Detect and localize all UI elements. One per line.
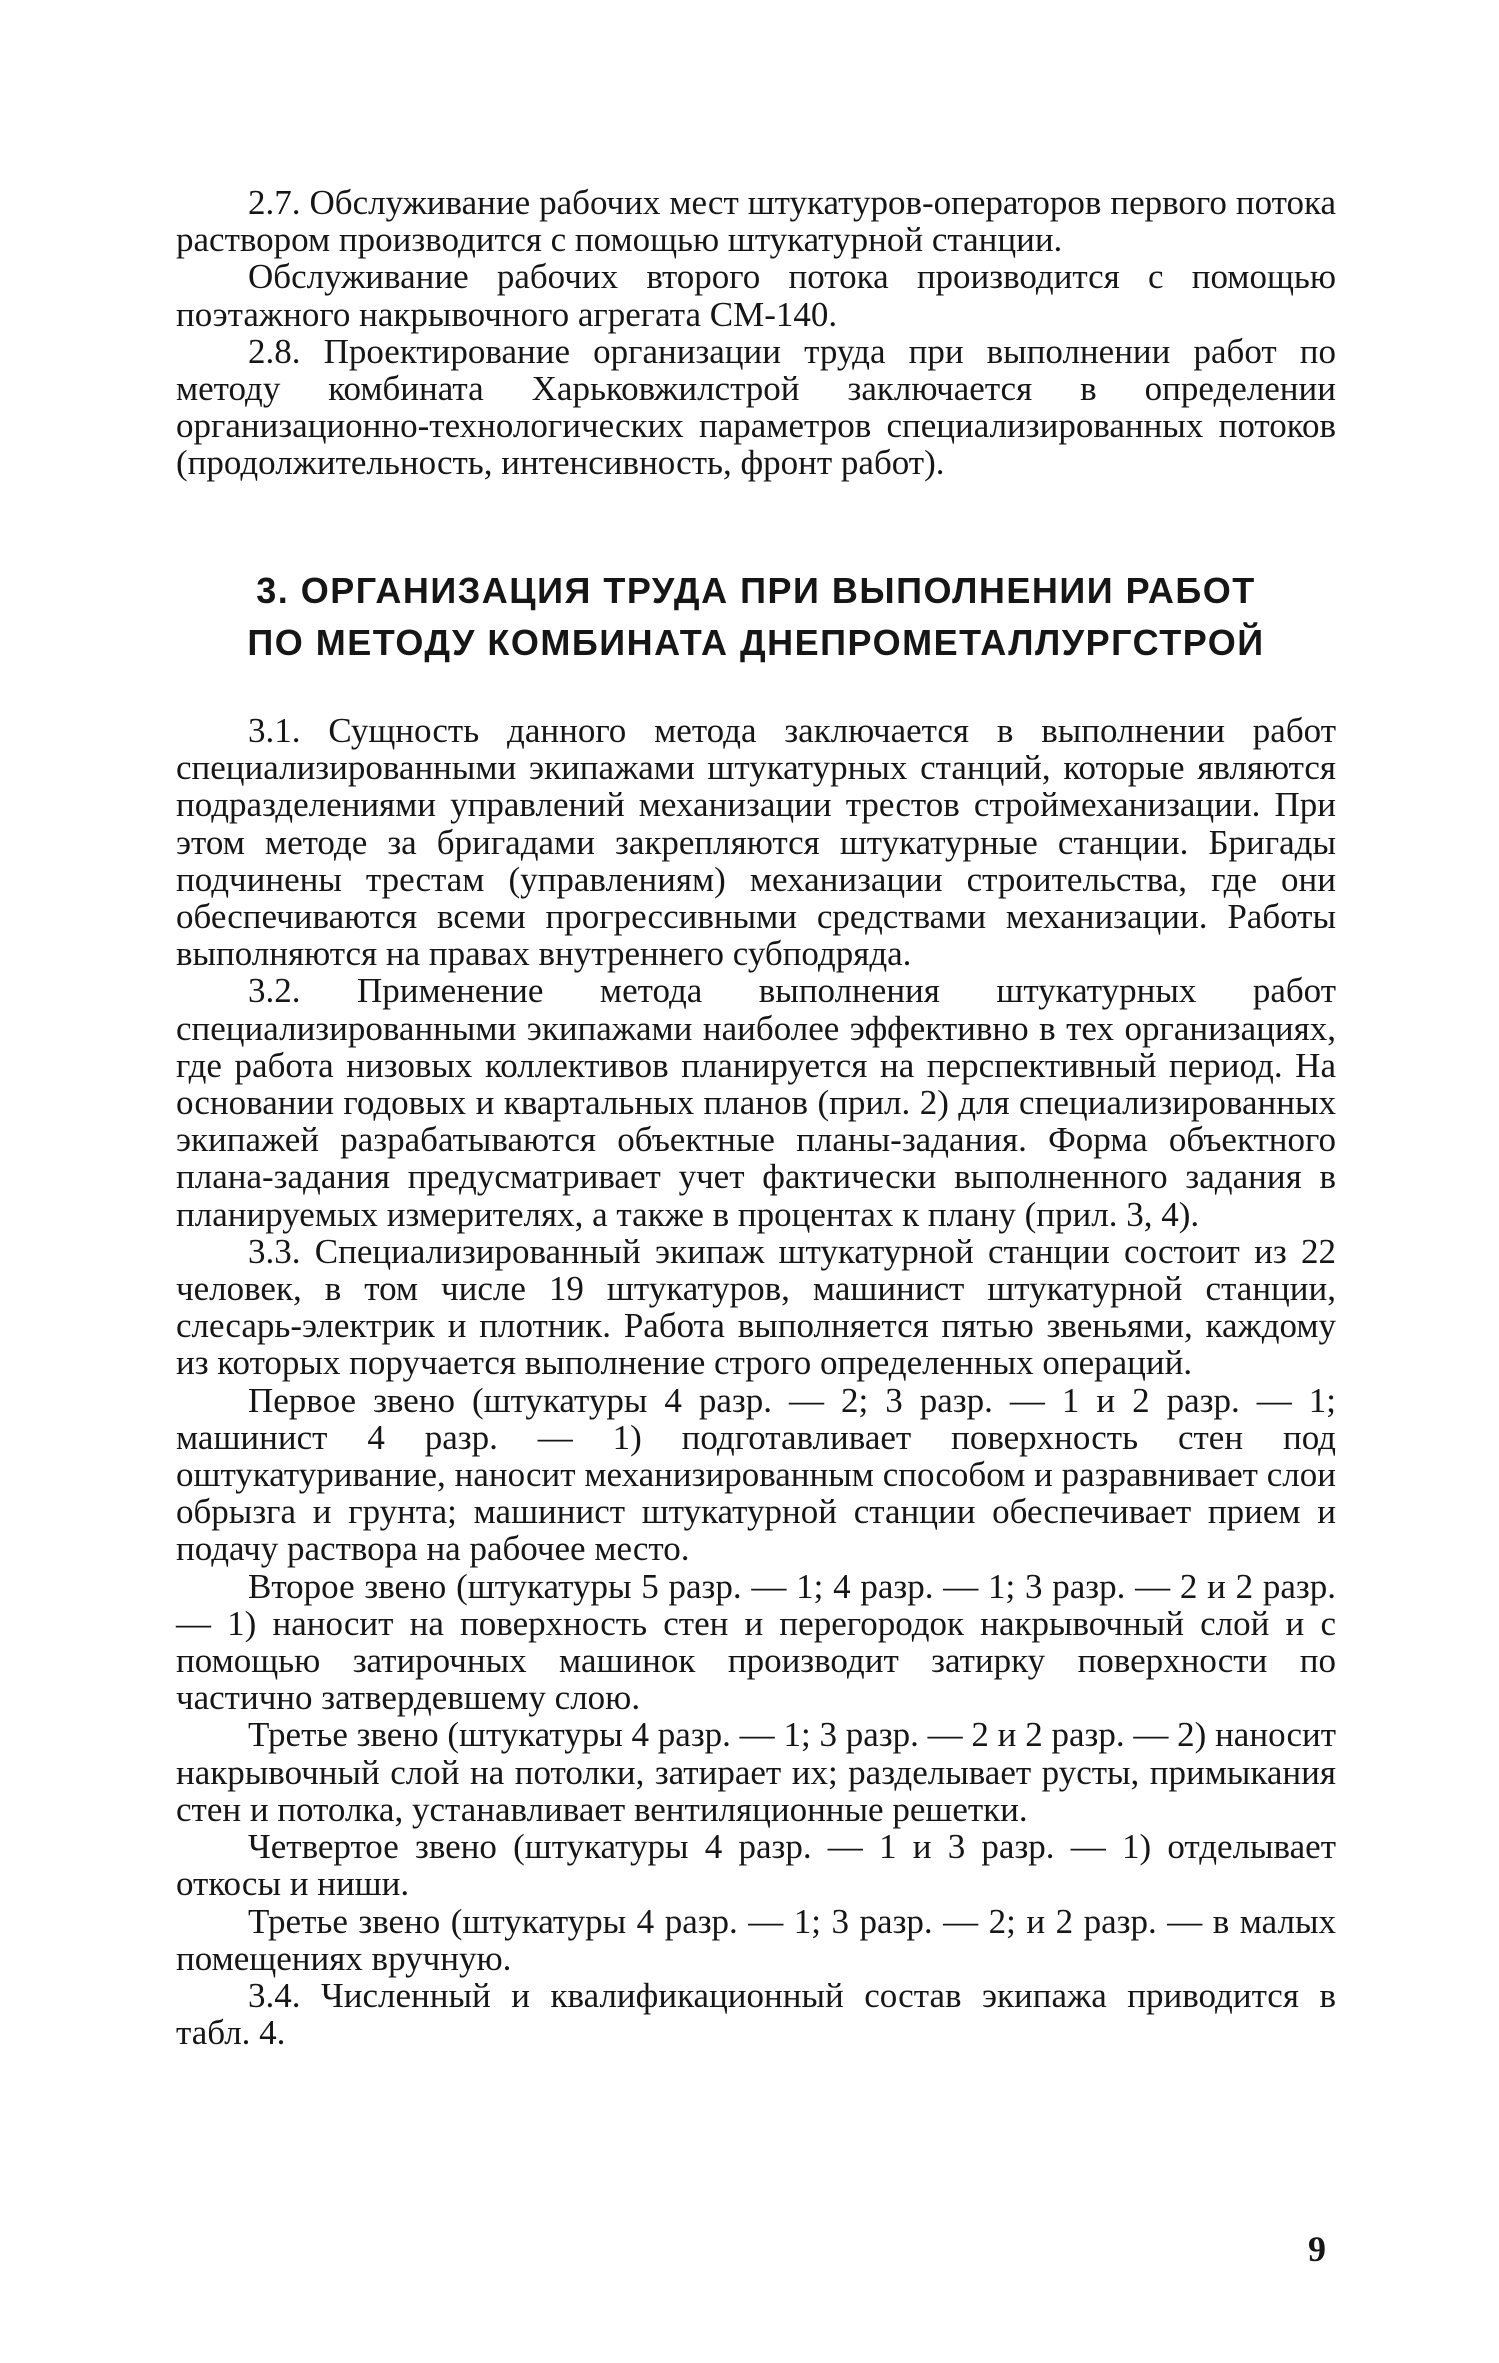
page-number: 9 xyxy=(1308,2229,1326,2269)
paragraph-fourth-team: Четвертое звено (штукатуры 4 разр. — 1 и 3 разр. — 1) отделывает откосы и ниши. xyxy=(176,1827,1336,1904)
paragraph-2-7: 2.7. Обслуживание рабочих мест штукатуров-операторов первого потока раствором производится с помощью штукатурной станции. xyxy=(176,183,1336,260)
paragraph-third-team-manual: Третье звено (штукатуры 4 разр. — 1; 3 разр. — 2; и 2 разр. — в малых помещениях вручную. xyxy=(176,1901,1336,1978)
heading-line-1: 3. ОРГАНИЗАЦИЯ ТРУДА ПРИ ВЫПОЛНЕНИИ РАБОТ xyxy=(256,570,1256,611)
paragraph-third-team: Третье звено (штукатуры 4 разр. — 1; 3 разр. — 2 и 2 разр. — 2) наносит накрывочный слой на потолки, затирает их; разделывает русты, примыкания стен и потолка, устанавливает вентиляционные решетки. xyxy=(176,1715,1336,1829)
heading-line-2: ПО МЕТОДУ КОМБИНАТА ДНЕПРОМЕТАЛЛУРГСТРОЙ xyxy=(247,622,1265,663)
paragraph-second-team: Второе звено (штукатуры 5 разр. — 1; 4 разр. — 1; 3 разр. — 2 и 2 разр. — 1) наносит на поверхность стен и перегородок накрывочный слой и с помощью затирочных машинок производит затирку поверхности по частично затвердевшему слою. xyxy=(176,1566,1336,1718)
paragraph-2-7-cont: Обслуживание рабочих второго потока производится с помощью поэтажного накрывочного агрегата СМ-140. xyxy=(176,257,1336,334)
section-3-heading xyxy=(176,565,1336,669)
paragraph-2-8: 2.8. Проектирование организации труда при выполнении работ по методу комбината Харьковжилстрой заключается в определении организационно-технологических параметров специализированных потоков (продолжительность, интенсивность, фронт работ). xyxy=(176,331,1336,483)
paragraph-first-team: Первое звено (штукатуры 4 разр. — 2; 3 разр. — 1 и 2 разр. — 1; машинист 4 разр. — 1) подготавливает поверхность стен под оштукатуривание, наносит механизированным способом и разравнивает слои обрызга и грунта; машинист штукатурной станции обеспечивает прием и подачу раствора на рабочее место. xyxy=(176,1380,1336,1569)
section-2-text xyxy=(176,184,1336,482)
paragraph-3-3: 3.3. Специализированный экипаж штукатурной станции состоит из 22 человек, в том числе 19 штукатуров, машинист штукатурной станции, слесарь-электрик и плотник. Работа выполняется пятью звеньями, каждому из которых поручается выполнение строго определенных операций. xyxy=(176,1231,1336,1383)
paragraph-3-1: 3.1. Сущность данного метода заключается в выполнении работ специализированными экипажами штукатурных станций, которые являются подразделениями управлений механизации трестов строймеханизации. При этом методе за бригадами закрепляются штукатурные станции. Бригады подчинены трестам (управлениям) механизации строительства, где они обеспечиваются всеми прогрессивными средствами механизации. Работы выполняются на правах внутреннего субподряда. xyxy=(176,711,1336,974)
paragraph-3-4: 3.4. Численный и квалификационный состав экипажа приводится в табл. 4. xyxy=(176,1975,1336,2053)
paragraph-3-2: 3.2. Применение метода выполнения штукатурных работ специализированными экипажами наиболее эффективно в тех организациях, где работа низовых коллективов планируется на перспективный период. На основании годовых и квартальных планов (прил. 2) для специализированных экипажей разрабатываются объектные планы-задания. Форма объектного плана-задания предусматривает учет фактически выполненного задания в планируемых измерителях, а также в процентах к плану (прил. 3, 4). xyxy=(176,971,1336,1234)
section-3-text xyxy=(176,712,1336,2051)
